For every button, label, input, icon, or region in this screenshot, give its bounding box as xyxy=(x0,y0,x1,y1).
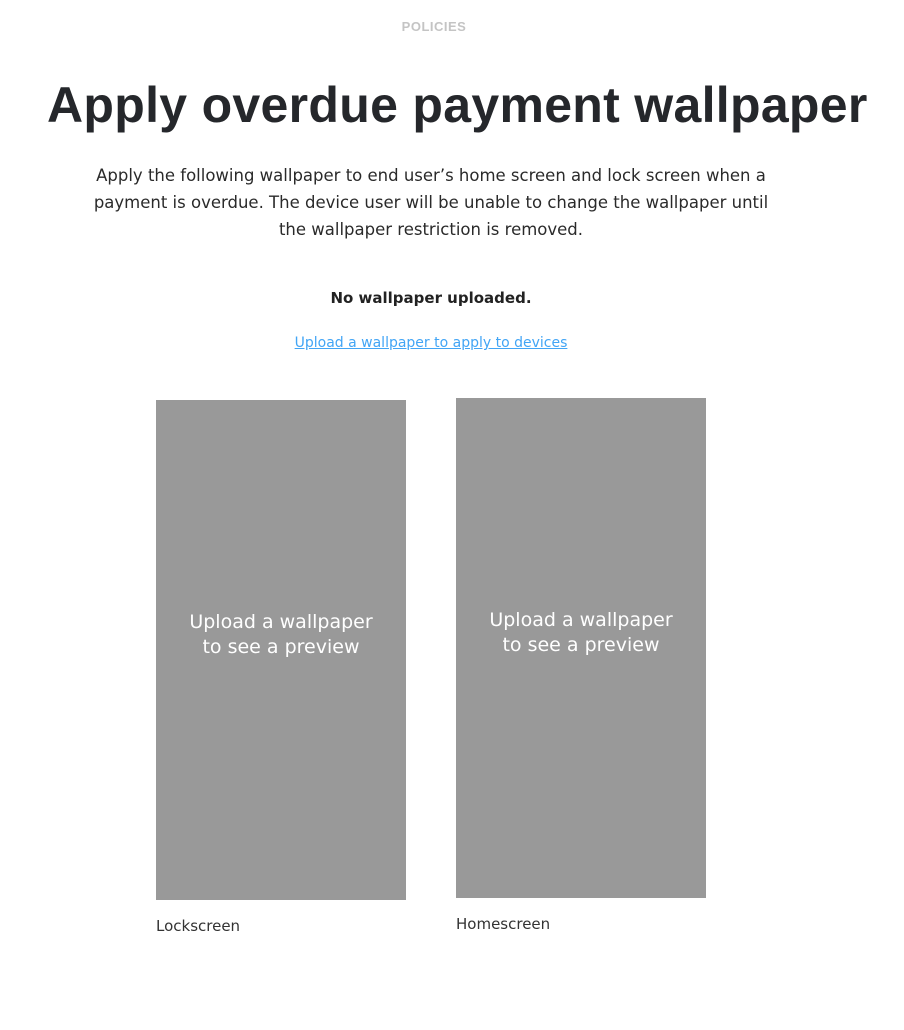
lockscreen-preview xyxy=(156,400,406,900)
section-eyebrow: POLICIES xyxy=(401,19,467,34)
upload-status: No wallpaper uploaded. xyxy=(330,289,532,307)
lockscreen-label: Lockscreen xyxy=(156,917,241,935)
page-title: Apply overdue payment wallpaper xyxy=(47,77,868,133)
upload-wallpaper-link[interactable]: Upload a wallpaper to apply to devices xyxy=(294,335,568,351)
homescreen-label: Homescreen xyxy=(456,915,551,933)
page-description: Apply the following wallpaper to end user’s home screen and lock screen when a payment is overdue. The device user will be unable to change the wallpaper until the wallpaper restriction is removed. xyxy=(93,166,769,239)
preview-placeholder-text: Upload a wallpaper to see a preview xyxy=(189,611,373,658)
homescreen-preview xyxy=(456,398,706,898)
preview-placeholder-text: Upload a wallpaper to see a preview xyxy=(489,609,673,656)
